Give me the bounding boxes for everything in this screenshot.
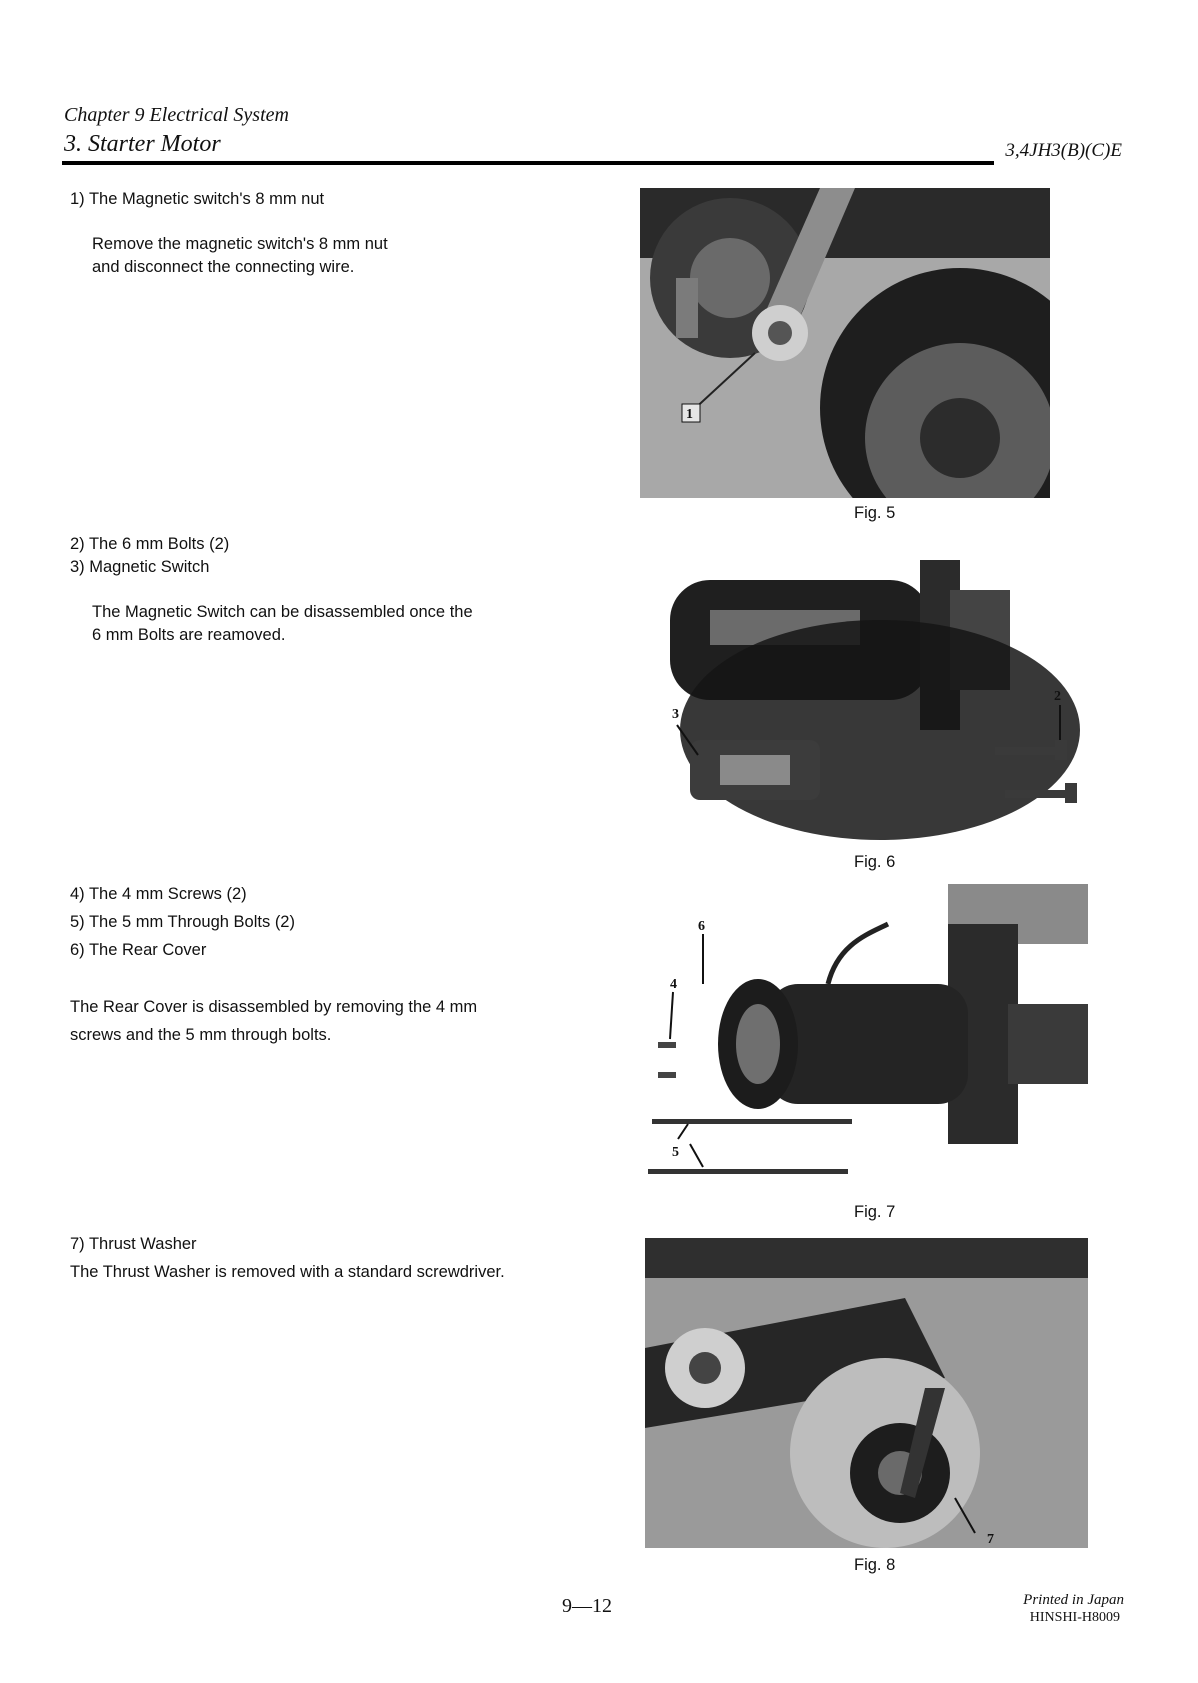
printed-in-label: Printed in Japan bbox=[1023, 1592, 1124, 1608]
step-3-desc-line-1: The Rear Cover is disassembled by removing the 4 mm bbox=[70, 998, 478, 1016]
figure-7-callout-5: 5 bbox=[672, 1145, 679, 1160]
step-4-desc-line-1: The Thrust Washer is removed with a standard screwdriver. bbox=[70, 1263, 505, 1281]
step-4-item-1: 7) Thrust Washer bbox=[70, 1235, 197, 1253]
step-3-desc-line-2: screws and the 5 mm through bolts. bbox=[70, 1026, 332, 1044]
figure-7-callout-4: 4 bbox=[670, 977, 677, 992]
chapter-title: Chapter 9 Electrical System bbox=[64, 104, 289, 126]
step-2-desc-line-2: 6 mm Bolts are reamoved. bbox=[92, 626, 286, 644]
figure-8-caption: Fig. 8 bbox=[854, 1556, 896, 1574]
figure-7-callout-6: 6 bbox=[698, 919, 705, 934]
figure-6-callout-3: 3 bbox=[672, 707, 679, 722]
figure-8-photo bbox=[645, 1238, 1088, 1548]
section-title: 3. Starter Motor bbox=[64, 131, 221, 157]
header-rule bbox=[62, 161, 994, 165]
step-2-item-2: 3) Magnetic Switch bbox=[70, 558, 210, 576]
document-id: HINSHI-H8009 bbox=[1029, 1610, 1120, 1625]
figure-5-callout-1: 1 bbox=[686, 407, 693, 422]
figure-6-callout-2: 2 bbox=[1054, 689, 1061, 704]
step-3-item-2: 5) The 5 mm Through Bolts (2) bbox=[70, 913, 295, 931]
figure-6-caption: Fig. 6 bbox=[854, 853, 896, 871]
step-3-item-3: 6) The Rear Cover bbox=[70, 941, 207, 959]
figure-5-photo bbox=[640, 188, 1050, 498]
step-1-desc-line-1: Remove the magnetic switch's 8 mm nut bbox=[92, 235, 388, 253]
figure-5-caption: Fig. 5 bbox=[854, 504, 896, 522]
step-2-desc-line-1: The Magnetic Switch can be disassembled once the bbox=[92, 603, 473, 621]
step-1-desc-line-2: and disconnect the connecting wire. bbox=[92, 258, 355, 276]
figure-6-photo bbox=[650, 540, 1080, 850]
model-code: 3,4JH3(B)(C)E bbox=[1005, 140, 1122, 161]
figure-8-callout-7: 7 bbox=[987, 1532, 994, 1547]
page-number: 9—12 bbox=[562, 1595, 612, 1617]
figure-7-photo bbox=[648, 884, 1088, 1184]
step-2-item-1: 2) The 6 mm Bolts (2) bbox=[70, 535, 230, 553]
step-1-item-1: 1) The Magnetic switch's 8 mm nut bbox=[70, 190, 325, 208]
figure-7-caption: Fig. 7 bbox=[854, 1203, 896, 1221]
step-3-item-1: 4) The 4 mm Screws (2) bbox=[70, 885, 247, 903]
